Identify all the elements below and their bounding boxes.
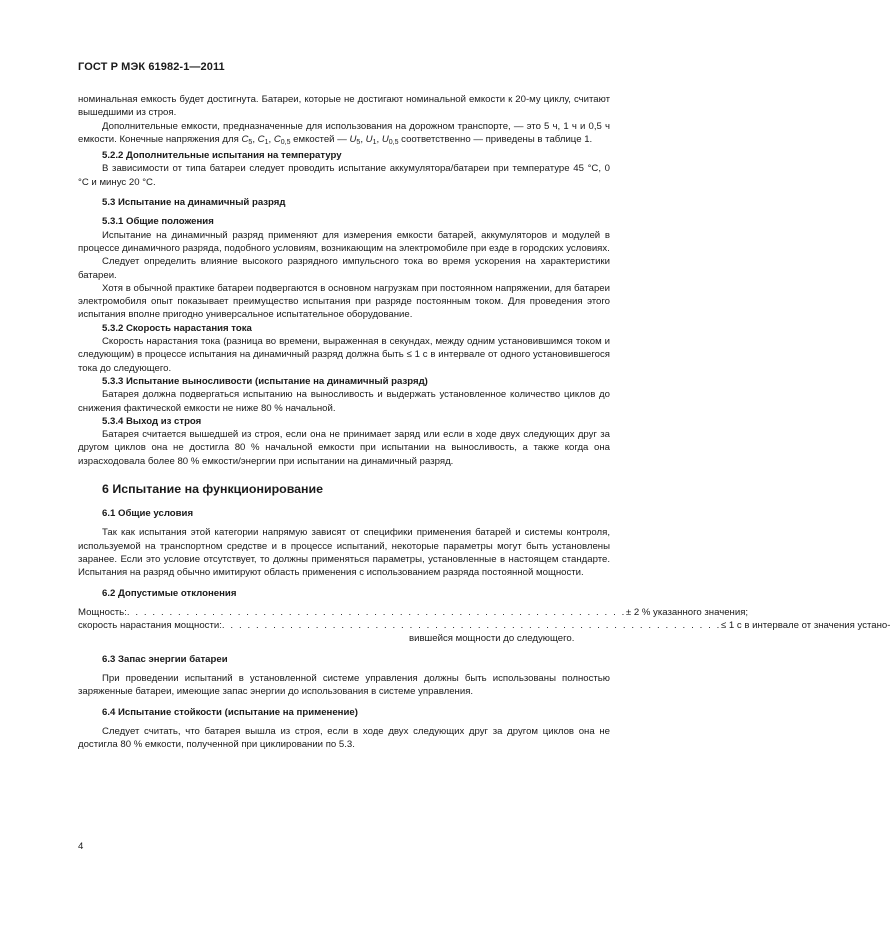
paragraph: Скорость нарастания тока (разница во времени, выраженная в секундах, между одним установившимся током и следующим) в процессе испытания на динамичный разряд должна быть ≤ 1 с в интервале от одного установившегося тока до следующего. (78, 336, 610, 374)
section-heading-5-3-4: 5.3.4 Выход из строя (102, 415, 202, 427)
leader-dots: . . . . . . . . . . . . . . . . . . . . . . . . . . . . . . . . . . . . . . . . . . . . . . . . . . . . . . . . . . . (221, 620, 721, 632)
section-heading-6-2: 6.2 Допустимые отклонения (102, 587, 237, 599)
paragraph: Следует считать, что батарея вышла из строя, если в ходе двух следующих друг за другом циклов она не достигла 80 % емкости, полученной при циклировании по 5.3. (78, 725, 610, 751)
paragraph: Батарея должна подвергаться испытанию на выносливость и выдержать установленное количество циклов до снижения фактической емкости не ниже 80 % начальной. (78, 389, 610, 414)
tolerance-label: скорость нарастания мощности: (78, 620, 222, 632)
section-heading-5-3: 5.3 Испытание на динамичный разряд (102, 197, 286, 209)
section-heading-5-3-3: 5.3.3 Испытание выносливости (испытание на динамичный разряд) (102, 375, 428, 387)
paragraph: Дополнительные емкости, предназначенные для использования на дорожном транспорте, — это 5 ч, 1 ч и 0,5 ч емкости. Конечные напряжения для $C_5$, $C_1$, $C_{0,5}$ емкостей — $U_5$, $U_1$, $U_{0,5}$ соответственно — приведены в таблице 1. (78, 120, 610, 146)
leader-dots: . . . . . . . . . . . . . . . . . . . . . . . . . . . . . . . . . . . . . . . . . . . . . . . . . . . . . . . . . . . (126, 606, 626, 618)
paragraph: Так как испытания этой категории напрямую зависят от специфики применения батарей и системы контроля, используемой на транспортном средстве и в процессе испытаний, некоторые параметры могут быть установлены заранее. Если это условие отсутствует, то должны применяться параметры, установленные в настоящем стандарте. Испытания на разряд обычно имитируют область применения с использованием разряда постоянной мощности. (78, 527, 610, 579)
section-heading-6-4: 6.4 Испытание стойкости (испытание на применение) (102, 706, 358, 718)
section-heading-5-3-1: 5.3.1 Общие положения (102, 216, 214, 228)
paragraph: Хотя в обычной практике батареи подвергаются в основном нагрузкам при постоянном напряжении, для батареи электромобиля опыт показывает преимущество испытания при разряде постоянным током. Для проведения этого испытания вполне пригодно универсальное испытательное оборудование. (78, 282, 610, 321)
paragraph: При проведении испытаний в установленной системе управления должны быть использованы полностью заряженные батареи, имеющие запас энергии до использования в системе управления. (78, 672, 610, 698)
paragraph: В зависимости от типа батареи следует проводить испытание аккумулятора/батареи при температуре 45 °С, 0 °С и минус 20 °С. (78, 163, 610, 188)
page-content (78, 93, 890, 751)
paragraph: Следует определить влияние высокого разрядного импульсного тока во время ускорения на характеристики батареи. (78, 256, 610, 281)
section-heading-5-3-2: 5.3.2 Скорость нарастания тока (102, 322, 252, 334)
tolerance-row-ramp (78, 619, 890, 632)
section-heading-6: 6 Испытание на функционирование (102, 482, 324, 497)
paragraph: Батарея считается вышедшей из строя, если она не принимает заряд или если в ходе двух следующих друг за другом циклов она не достигла 80 % начальной емкости при испытании на выносливость, а также когда она израсходовала более 80 % емкости/энергии при испытании на динамичный разряд. (78, 429, 610, 467)
paragraph: номинальная емкость будет достигнута. Батареи, которые не достигают номинальной емкости к 20-му циклу, считают вышедшими из строя. (78, 94, 610, 119)
section-heading-5-2-2: 5.2.2 Дополнительные испытания на температуру (102, 150, 342, 162)
paragraph: Испытание на динамичный разряд применяют для измерения емкости батарей, аккумуляторов и модулей в процессе динамичного разряда, подобного условиям, возникающим на электромобиле при езде в городских условиях. (78, 229, 610, 254)
tolerance-value-continuation: вившейся мощности до следующего. (409, 633, 575, 645)
section-heading-6-1: 6.1 Общие условия (102, 508, 194, 520)
section-heading-6-3: 6.3 Запас энергии батареи (102, 653, 228, 665)
page-number: 4 (78, 841, 84, 852)
tolerance-value: ± 2 % указанного значения; (625, 606, 749, 618)
tolerance-row-power (78, 606, 749, 619)
tolerance-label: Мощность: (78, 606, 127, 618)
tolerance-value: ≤ 1 с в интервале от значения устано- (720, 620, 890, 632)
page-header: ГОСТ Р МЭК 61982-1—2011 (78, 61, 225, 73)
